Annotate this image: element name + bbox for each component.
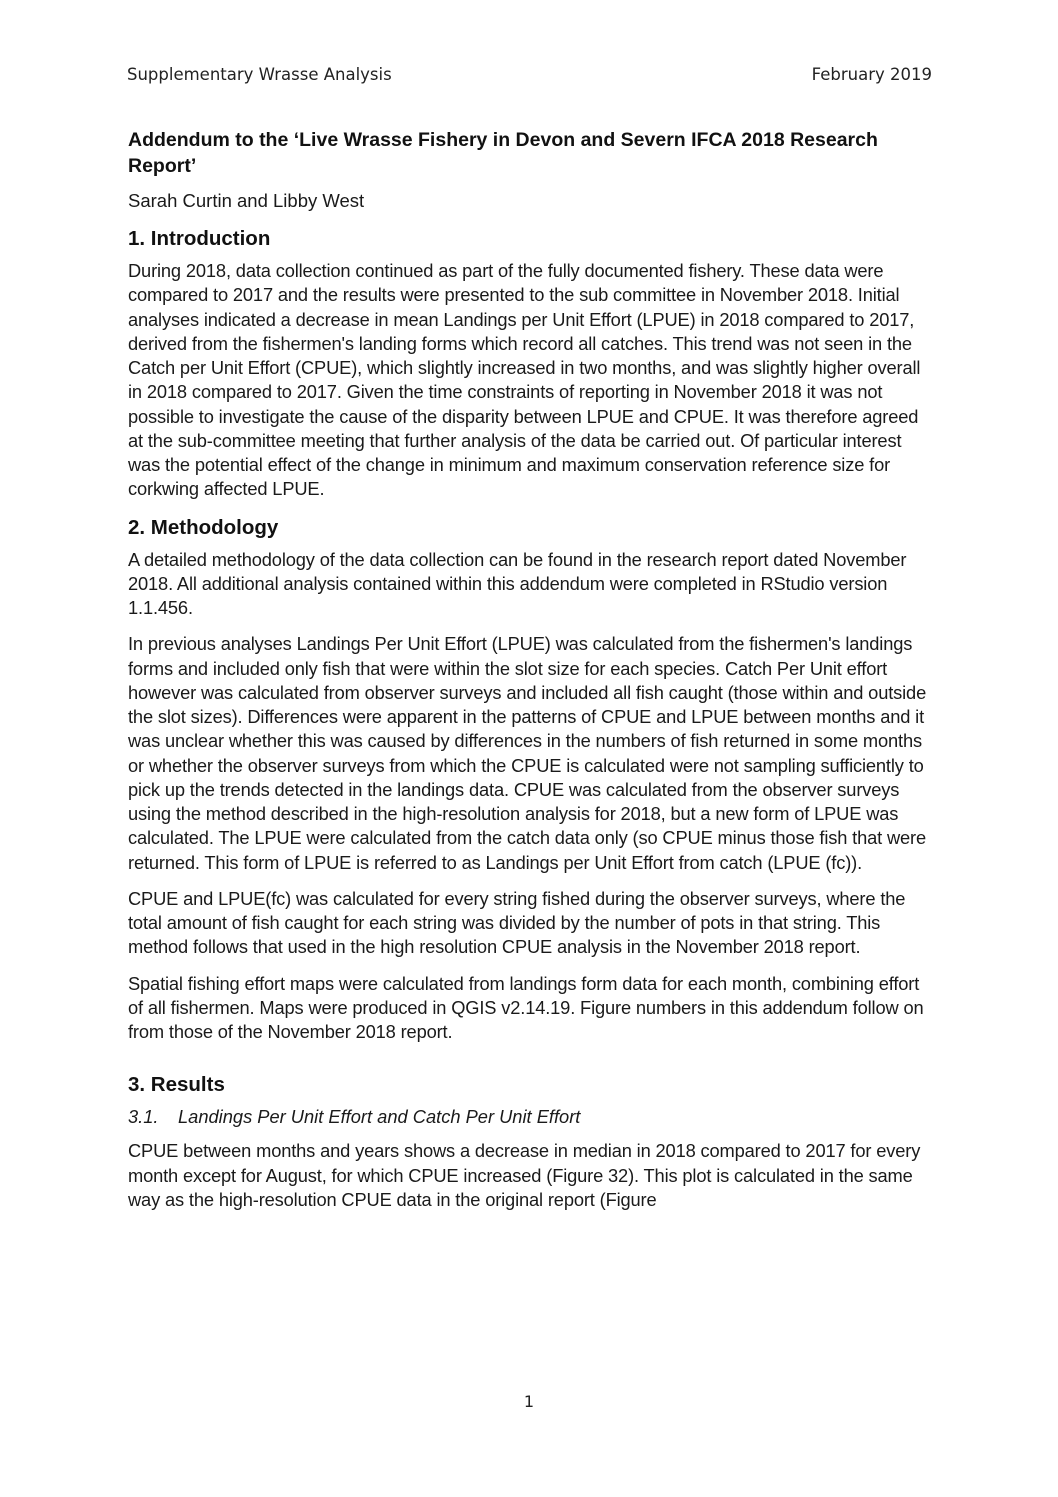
- introduction-paragraph: During 2018, data collection continued as part of the fully documented fishery. These data were compared to 2017 and the results were presented to the sub committee in November 2018. Initial analyses indicated a decrease in mean Landings per Unit Effort (LPUE) in 2018 compared to 2017, derived from the fishermen's landing forms which record all catches. This trend was not seen in the Catch per Unit Effort (CPUE), which slightly increased in two months, and was slightly higher overall in 2018 compared to 2017. Given the time constraints of reporting in November 2018 it was not possible to investigate the cause of the disparity between LPUE and CPUE. It was therefore agreed at the sub-committee meeting that further analysis of the data be carried out. Of particular interest was the potential effect of the change in minimum and maximum conservation reference size for corkwing affected LPUE.: [128, 260, 921, 500]
- section-heading-methodology: 2. Methodology: [128, 515, 279, 539]
- section-heading-results: 3. Results: [128, 1073, 225, 1097]
- methodology-paragraph: CPUE and LPUE(fc) was calculated for every string fished during the observer surveys, where the total amount of fish caught for each string was divided by the number of pots in that string. This method follows that used in the high resolution CPUE analysis in the November 2018 report.: [128, 887, 906, 958]
- results-paragraph: CPUE between months and years shows a decrease in median in 2018 compared to 2017 for every month except for August, for which CPUE increased (Figure 32). This plot is calculated in the same way as the high-resolution CPUE data in the original report (Figure: [128, 1140, 921, 1210]
- section-spacer: [128, 1056, 934, 1072]
- subsection-heading: [128, 1105, 934, 1129]
- header-document-name: Supplementary Wrasse Analysis: [127, 65, 392, 84]
- methodology-paragraph: In previous analyses Landings Per Unit Effort (LPUE) was calculated from the fishermen's landings forms and included only fish that were within the slot size for each species. Catch Per Unit effort however was calculated from observer surveys and included all fish caught (those within and outside the slot sizes). Differences were apparent in the patterns of CPUE and LPUE between months and it was unclear whether this was caused by differences in the numbers of fish returned in some months or whether the observer surveys from which the CPUE is calculated were not sampling sufficiently to pick up the trends detected in the landings data. CPUE was calculated from the observer surveys using the method described in the high-resolution analysis for 2018, but a new form of LPUE was calculated. The LPUE were calculated from the catch data only (so CPUE minus those fish that were returned. This form of LPUE is referred to as Landings per Unit Effort from catch (LPUE (fc)).: [128, 633, 927, 873]
- running-header: [127, 64, 932, 86]
- section-heading-introduction: 1. Introduction: [128, 227, 271, 250]
- header-date: February 2019: [811, 65, 932, 84]
- subsection-number: 3.1.: [128, 1106, 159, 1128]
- authors: Sarah Curtin and Libby West: [128, 190, 365, 211]
- subsection-title: Landings Per Unit Effort and Catch Per Unit Effort: [178, 1106, 581, 1128]
- document-body: [128, 128, 934, 1224]
- methodology-paragraph: Spatial fishing effort maps were calculated from landings form data for each month, combining effort of all fishermen. Maps were produced in QGIS v2.14.19. Figure numbers in this addendum follow on from those of the November 2018 report.: [128, 972, 924, 1042]
- page-number: 1: [523, 1392, 535, 1411]
- document-title: Addendum to the ‘Live Wrasse Fishery in Devon and Severn IFCA 2018 Research Report’: [128, 129, 878, 177]
- methodology-paragraph: A detailed methodology of the data collection can be found in the research report dated November 2018. All additional analysis contained within this addendum were completed in RStudio version 1.1.456.: [128, 548, 907, 618]
